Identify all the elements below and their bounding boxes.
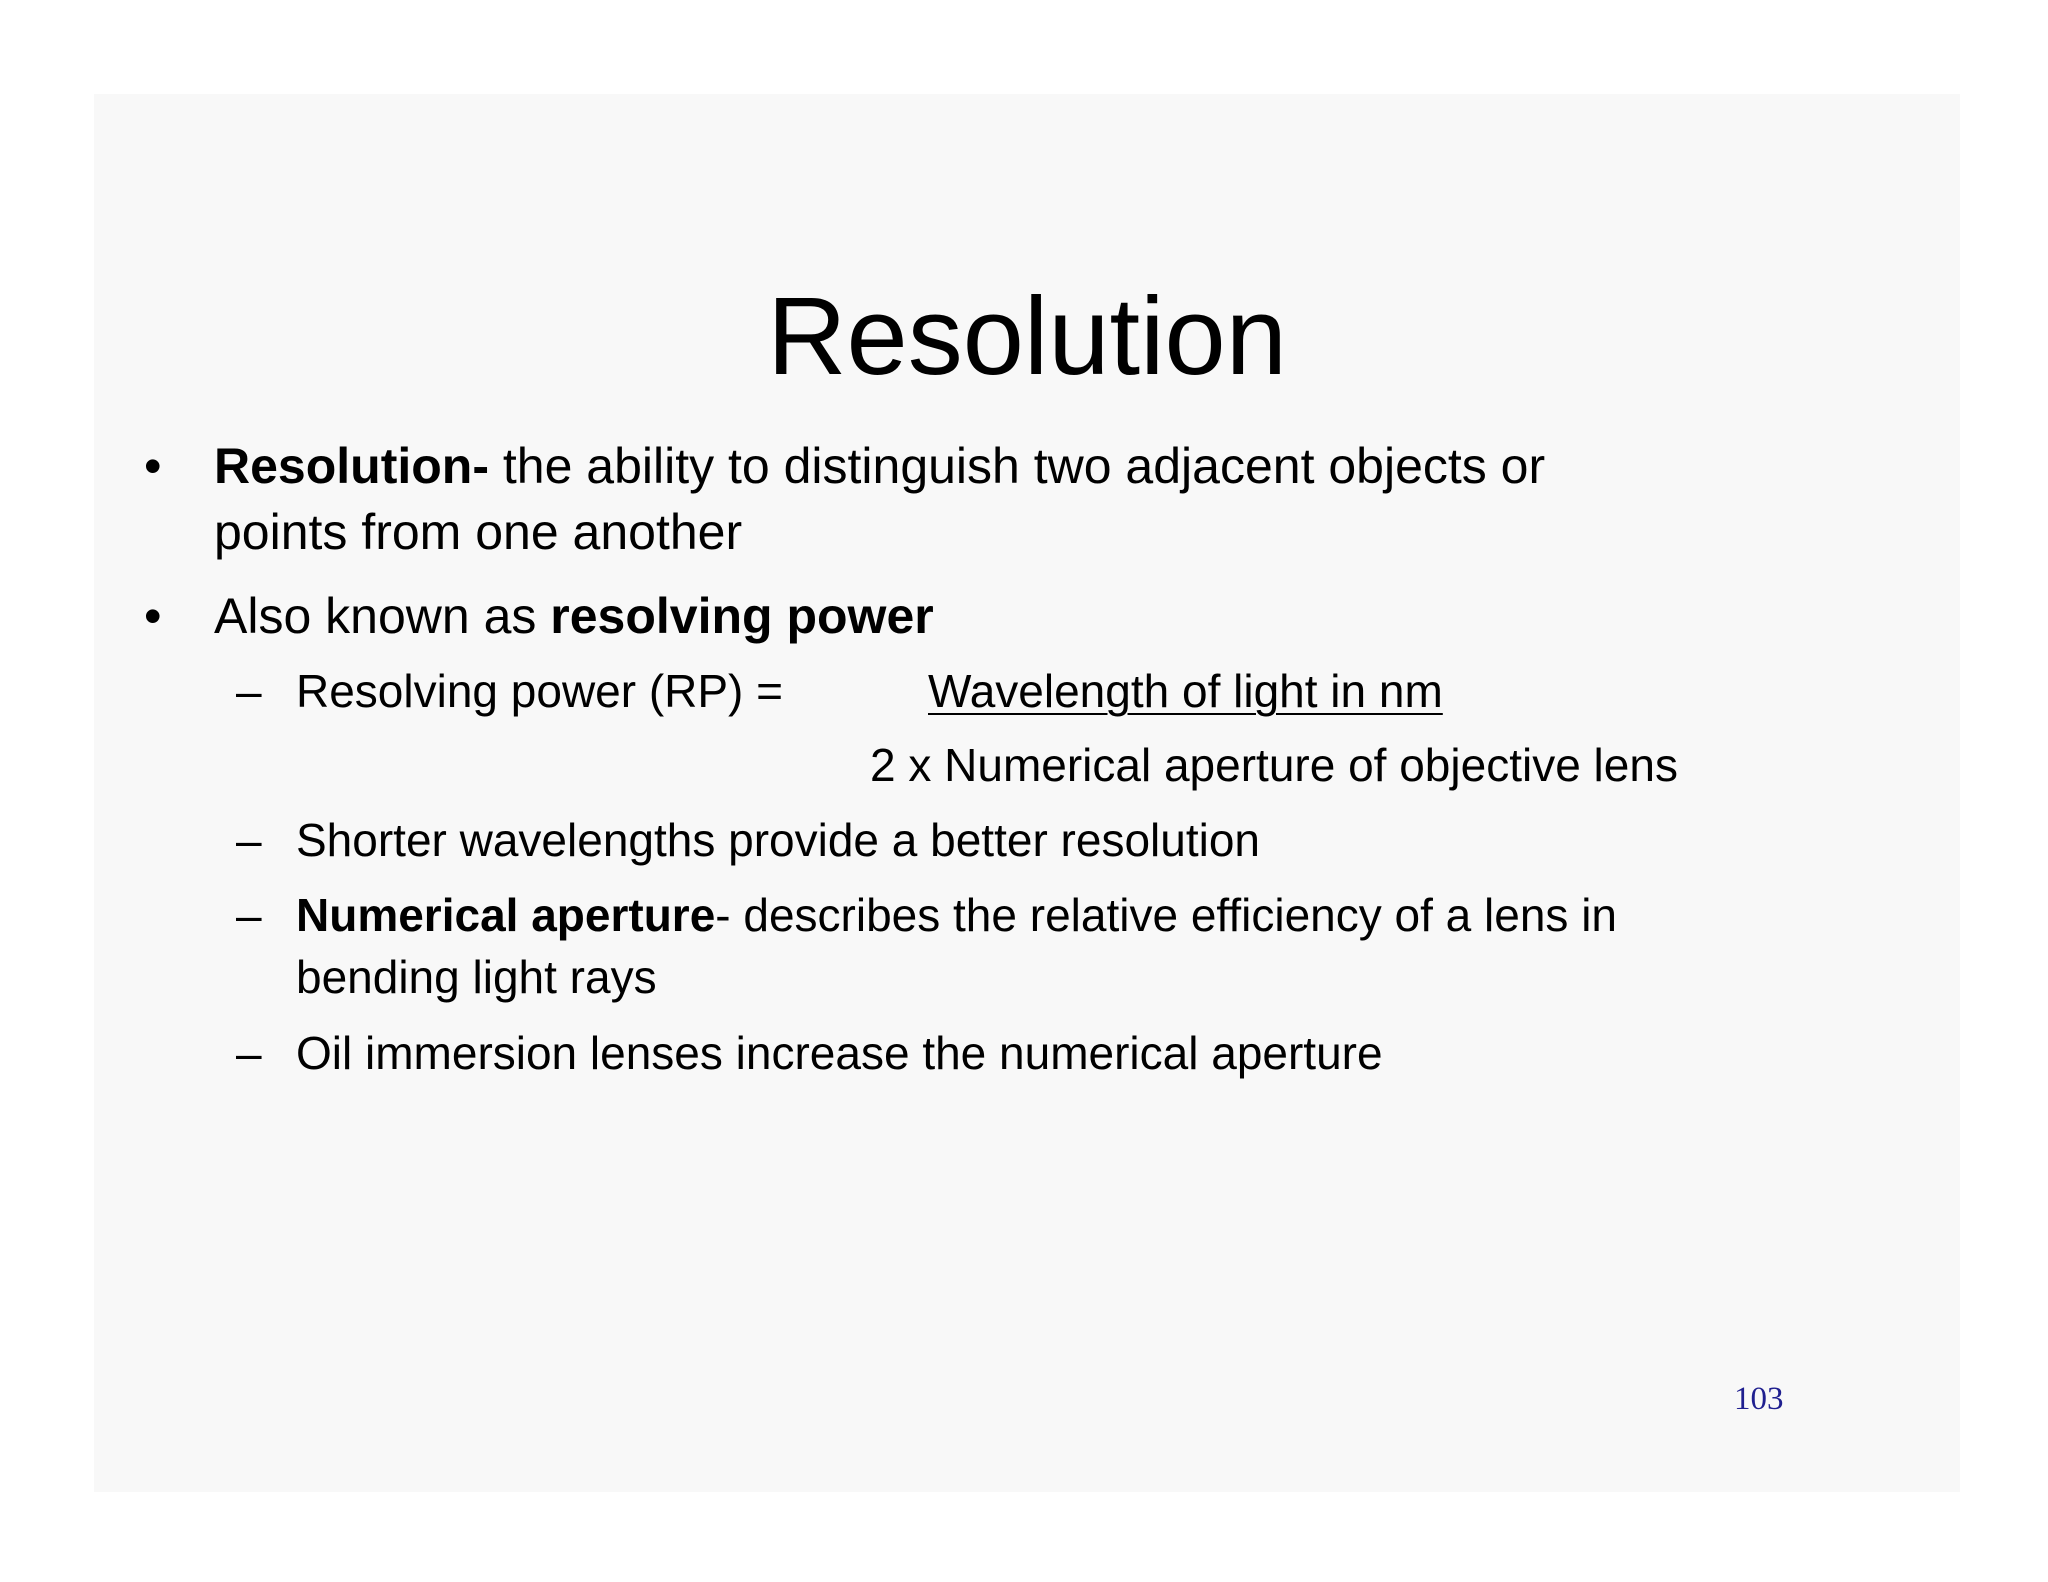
bullet-marker: • xyxy=(144,438,162,494)
numerical-aperture-definition: - describes the relative efficiency of a lens in xyxy=(715,889,1617,941)
formula-denominator: 2 x Numerical aperture of objective lens xyxy=(870,739,1678,791)
page-number: 103 xyxy=(1734,1381,1784,1417)
definition-text: the ability to distinguish two adjacent objects or xyxy=(488,438,1546,494)
dash-marker: – xyxy=(236,814,262,866)
slide-title: Resolution xyxy=(767,275,1287,398)
formula-numerator: Wavelength of light in nm xyxy=(928,665,1443,717)
also-known-as-text: Also known as xyxy=(214,588,551,644)
term-resolving-power: resolving power xyxy=(550,588,934,644)
bullet-line xyxy=(214,583,934,649)
slide xyxy=(94,94,1960,1492)
subbullet-line-1 xyxy=(296,884,1617,946)
subbullet-line-2: bending light rays xyxy=(296,951,657,1003)
bullet-line-1 xyxy=(214,433,1545,499)
dash-marker: – xyxy=(236,1027,262,1079)
term-resolution: Resolution- xyxy=(214,438,489,494)
subbullet-text: Oil immersion lenses increase the numerical aperture xyxy=(296,1027,1383,1079)
subbullet-text: Shorter wavelengths provide a better resolution xyxy=(296,814,1261,866)
dash-marker: – xyxy=(236,665,262,717)
formula-lhs: Resolving power (RP) = xyxy=(296,665,784,717)
dash-marker: – xyxy=(236,889,262,941)
term-numerical-aperture: Numerical aperture xyxy=(296,889,716,941)
bullet-marker: • xyxy=(144,588,162,644)
bullet-line-2: points from one another xyxy=(214,504,743,560)
